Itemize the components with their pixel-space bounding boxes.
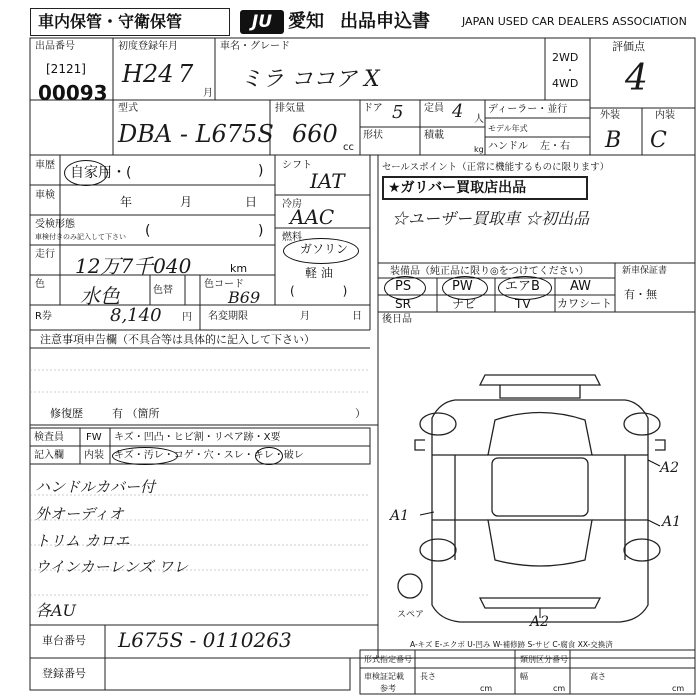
equipment-aw: AW bbox=[570, 279, 592, 294]
color-label: 色 bbox=[35, 279, 45, 290]
doors-value: 5 bbox=[392, 102, 404, 123]
color-swap-label: 色替 bbox=[153, 285, 173, 296]
mileage-unit: km bbox=[230, 262, 248, 275]
note-line-2: 外オーディオ bbox=[35, 505, 124, 523]
inspector-row2: キズ・汚レ・コゲ・穴・スレ・キレ・破レ bbox=[114, 450, 304, 461]
footer-unit-2: cm bbox=[553, 684, 566, 693]
equipment-navi: ナビ bbox=[452, 297, 477, 311]
aircon-label: 冷房 bbox=[282, 199, 302, 210]
interior-label: 内装 bbox=[655, 110, 675, 121]
receipt-paren-close: ) bbox=[258, 223, 264, 239]
chassis-value: L675S - 0110263 bbox=[118, 628, 292, 652]
dealer-label: ディーラー・並行 bbox=[488, 104, 568, 115]
shift-value: IAT bbox=[310, 169, 345, 193]
history-label: 車歴 bbox=[35, 160, 55, 171]
ju-logo: JU bbox=[240, 10, 284, 34]
selling-points-label: セールスポイント（正常に機能するものに限ります） bbox=[382, 162, 610, 173]
inspector-row1: キズ・凹凸・ヒビ割・リペア跡・X要 bbox=[114, 432, 281, 443]
drive-4wd: 4WD bbox=[552, 77, 579, 90]
registration-month-unit: 月 bbox=[203, 88, 213, 99]
damage-mark-rear: A2 bbox=[530, 614, 550, 630]
footer-unit-3: cm bbox=[672, 684, 685, 693]
color-code-label: 色コード bbox=[204, 279, 244, 290]
color-value: 水色 bbox=[80, 284, 120, 308]
interior-grade: C bbox=[650, 128, 667, 153]
tax-unit: 円 bbox=[182, 312, 192, 323]
exterior-label: 外装 bbox=[600, 110, 620, 121]
inspection-day: 日 bbox=[245, 195, 258, 209]
equipment-pw: PW bbox=[452, 279, 473, 294]
note-line-5: 各AU bbox=[35, 601, 77, 620]
spare-label: スペア bbox=[397, 610, 425, 620]
doors-label: ドア bbox=[363, 103, 383, 114]
listing-code: [2121] bbox=[46, 62, 86, 76]
equipment-ps: PS bbox=[395, 279, 412, 294]
displacement-value: 660 bbox=[292, 120, 338, 148]
history-value: 自家用・( bbox=[70, 165, 132, 181]
listing-number: 00093 bbox=[38, 81, 108, 105]
damage-mark-right-2: A2 bbox=[660, 460, 680, 476]
name-change-month: 月 bbox=[300, 311, 310, 322]
selling-notes: ☆ユーザー買取車 ☆初出品 bbox=[392, 209, 590, 228]
drive-separator: ・ bbox=[565, 66, 575, 77]
repair-value: 有 （箇所 bbox=[112, 407, 160, 420]
repair-label: 修復歴 bbox=[50, 407, 83, 420]
load-label: 積載 bbox=[424, 130, 444, 141]
load-unit: kg bbox=[474, 145, 484, 154]
damage-legend: A-キズ E-エクボ U-凹み W-補修跡 S-サビ C-腐食 XX-交換済 bbox=[410, 640, 613, 649]
header-pref: 愛知 bbox=[288, 11, 324, 32]
selling-banner: ★ガリバー買取店出品 bbox=[388, 180, 527, 196]
footer-class-label: 類別区分番号 bbox=[520, 655, 568, 664]
equipment-leather: カワシート bbox=[557, 297, 612, 310]
capacity-value: 4 bbox=[452, 101, 464, 122]
drive-2wd: 2WD bbox=[552, 51, 579, 64]
repair-close: ） bbox=[355, 407, 366, 420]
damage-mark-left-1: A1 bbox=[390, 508, 410, 524]
receipt-note: 車検付きのみ記入して下さい bbox=[35, 233, 126, 241]
fuel-alt: 軽 油 bbox=[305, 266, 333, 280]
grade-score: 4 bbox=[625, 58, 648, 99]
note-line-1: ハンドルカバー付 bbox=[35, 478, 156, 496]
fuel-label: 燃料 bbox=[282, 232, 302, 243]
car-name-value: ミラ ココア X bbox=[240, 67, 380, 92]
fuel-paren: ( ) bbox=[290, 284, 348, 298]
name-change-day: 日 bbox=[352, 311, 362, 322]
registration-year: H24 bbox=[122, 60, 174, 88]
car-name-label: 車名・グレード bbox=[220, 41, 290, 52]
name-change-label: 名変期限 bbox=[208, 311, 248, 322]
listing-label: 出品番号 bbox=[35, 41, 75, 52]
color-code-value: B69 bbox=[228, 288, 261, 307]
shift-label: シフト bbox=[282, 160, 312, 171]
capacity-label: 定員 bbox=[424, 103, 444, 114]
plate-label: 登録番号 bbox=[42, 667, 86, 680]
inspection-label: 車検 bbox=[35, 190, 55, 201]
note-line-4: ウインカーレンズ ワレ bbox=[35, 558, 189, 576]
equipment-tv: TV bbox=[515, 297, 531, 311]
model-label: 型式 bbox=[118, 103, 138, 114]
mileage-label: 走行 bbox=[35, 249, 55, 260]
displacement-label: 排気量 bbox=[275, 103, 305, 114]
association-name: JAPAN USED CAR DEALERS ASSOCIATION bbox=[462, 15, 687, 28]
history-close: ) bbox=[258, 163, 264, 179]
equipment-label: 装備品（純正品に限り◎をつけてください） bbox=[390, 266, 589, 277]
note-line-3: トリム カロエ bbox=[35, 532, 130, 550]
warranty-value: 有・無 bbox=[624, 288, 657, 301]
storage-label: 車内保管・守衛保管 bbox=[38, 12, 183, 31]
warranty-label: 新車保証書 bbox=[622, 266, 668, 276]
inspector-row2-tag: 内装 bbox=[84, 450, 104, 461]
notes-label: 注意事項申告欄（不具合等は具体的に記入して下さい） bbox=[40, 333, 315, 346]
tax-value: 8,140 bbox=[110, 305, 162, 326]
registration-month: 7 bbox=[178, 60, 194, 88]
damage-mark-right-1: A1 bbox=[662, 514, 682, 530]
footer-cert-label: 形式指定番号 bbox=[364, 655, 412, 664]
receipt-paren-open: ( bbox=[145, 223, 151, 239]
inspection-month: 月 bbox=[180, 195, 193, 209]
exterior-grade: B bbox=[605, 128, 622, 153]
grade-label: 評価点 bbox=[612, 40, 645, 53]
footer-length: 長さ bbox=[420, 672, 436, 681]
chassis-label: 車台番号 bbox=[42, 634, 86, 647]
handle-label: ハンドル bbox=[488, 141, 528, 152]
receipt-label: 受検形態 bbox=[35, 219, 75, 230]
inspector-label-2: 記入欄 bbox=[34, 450, 64, 461]
footer-unit-1: cm bbox=[480, 684, 493, 693]
mileage-value: 12万7千040 bbox=[75, 254, 192, 278]
handle-value: 左・右 bbox=[540, 141, 570, 152]
tax-label: R券 bbox=[35, 311, 52, 322]
footer-height: 高さ bbox=[590, 672, 606, 681]
capacity-unit: 人 bbox=[474, 114, 484, 125]
footer-width: 幅 bbox=[520, 672, 528, 681]
displacement-unit: cc bbox=[343, 142, 354, 153]
aircon-value: AAC bbox=[290, 205, 335, 229]
inspector-label-1: 検査員 bbox=[34, 432, 64, 443]
equipment-airbag: エアB bbox=[505, 279, 540, 294]
equipment-sr: SR bbox=[395, 297, 411, 311]
inspection-year: 年 bbox=[120, 195, 133, 209]
model-value: DBA - L675S bbox=[118, 120, 274, 148]
page-title: 出品申込書 bbox=[340, 11, 430, 32]
rear-item-label: 後日品 bbox=[382, 314, 412, 325]
model-year-label: モデル年式 bbox=[488, 124, 528, 133]
fuel-value: ガソリン bbox=[300, 242, 349, 256]
registration-label: 初度登録年月 bbox=[118, 41, 178, 52]
footer-cert-label-2: 車検証記載 bbox=[364, 672, 404, 681]
inspector-row1-tag: FW bbox=[86, 432, 102, 443]
shape-label: 形状 bbox=[363, 130, 383, 141]
footer-note-label: 参考 bbox=[380, 684, 396, 693]
